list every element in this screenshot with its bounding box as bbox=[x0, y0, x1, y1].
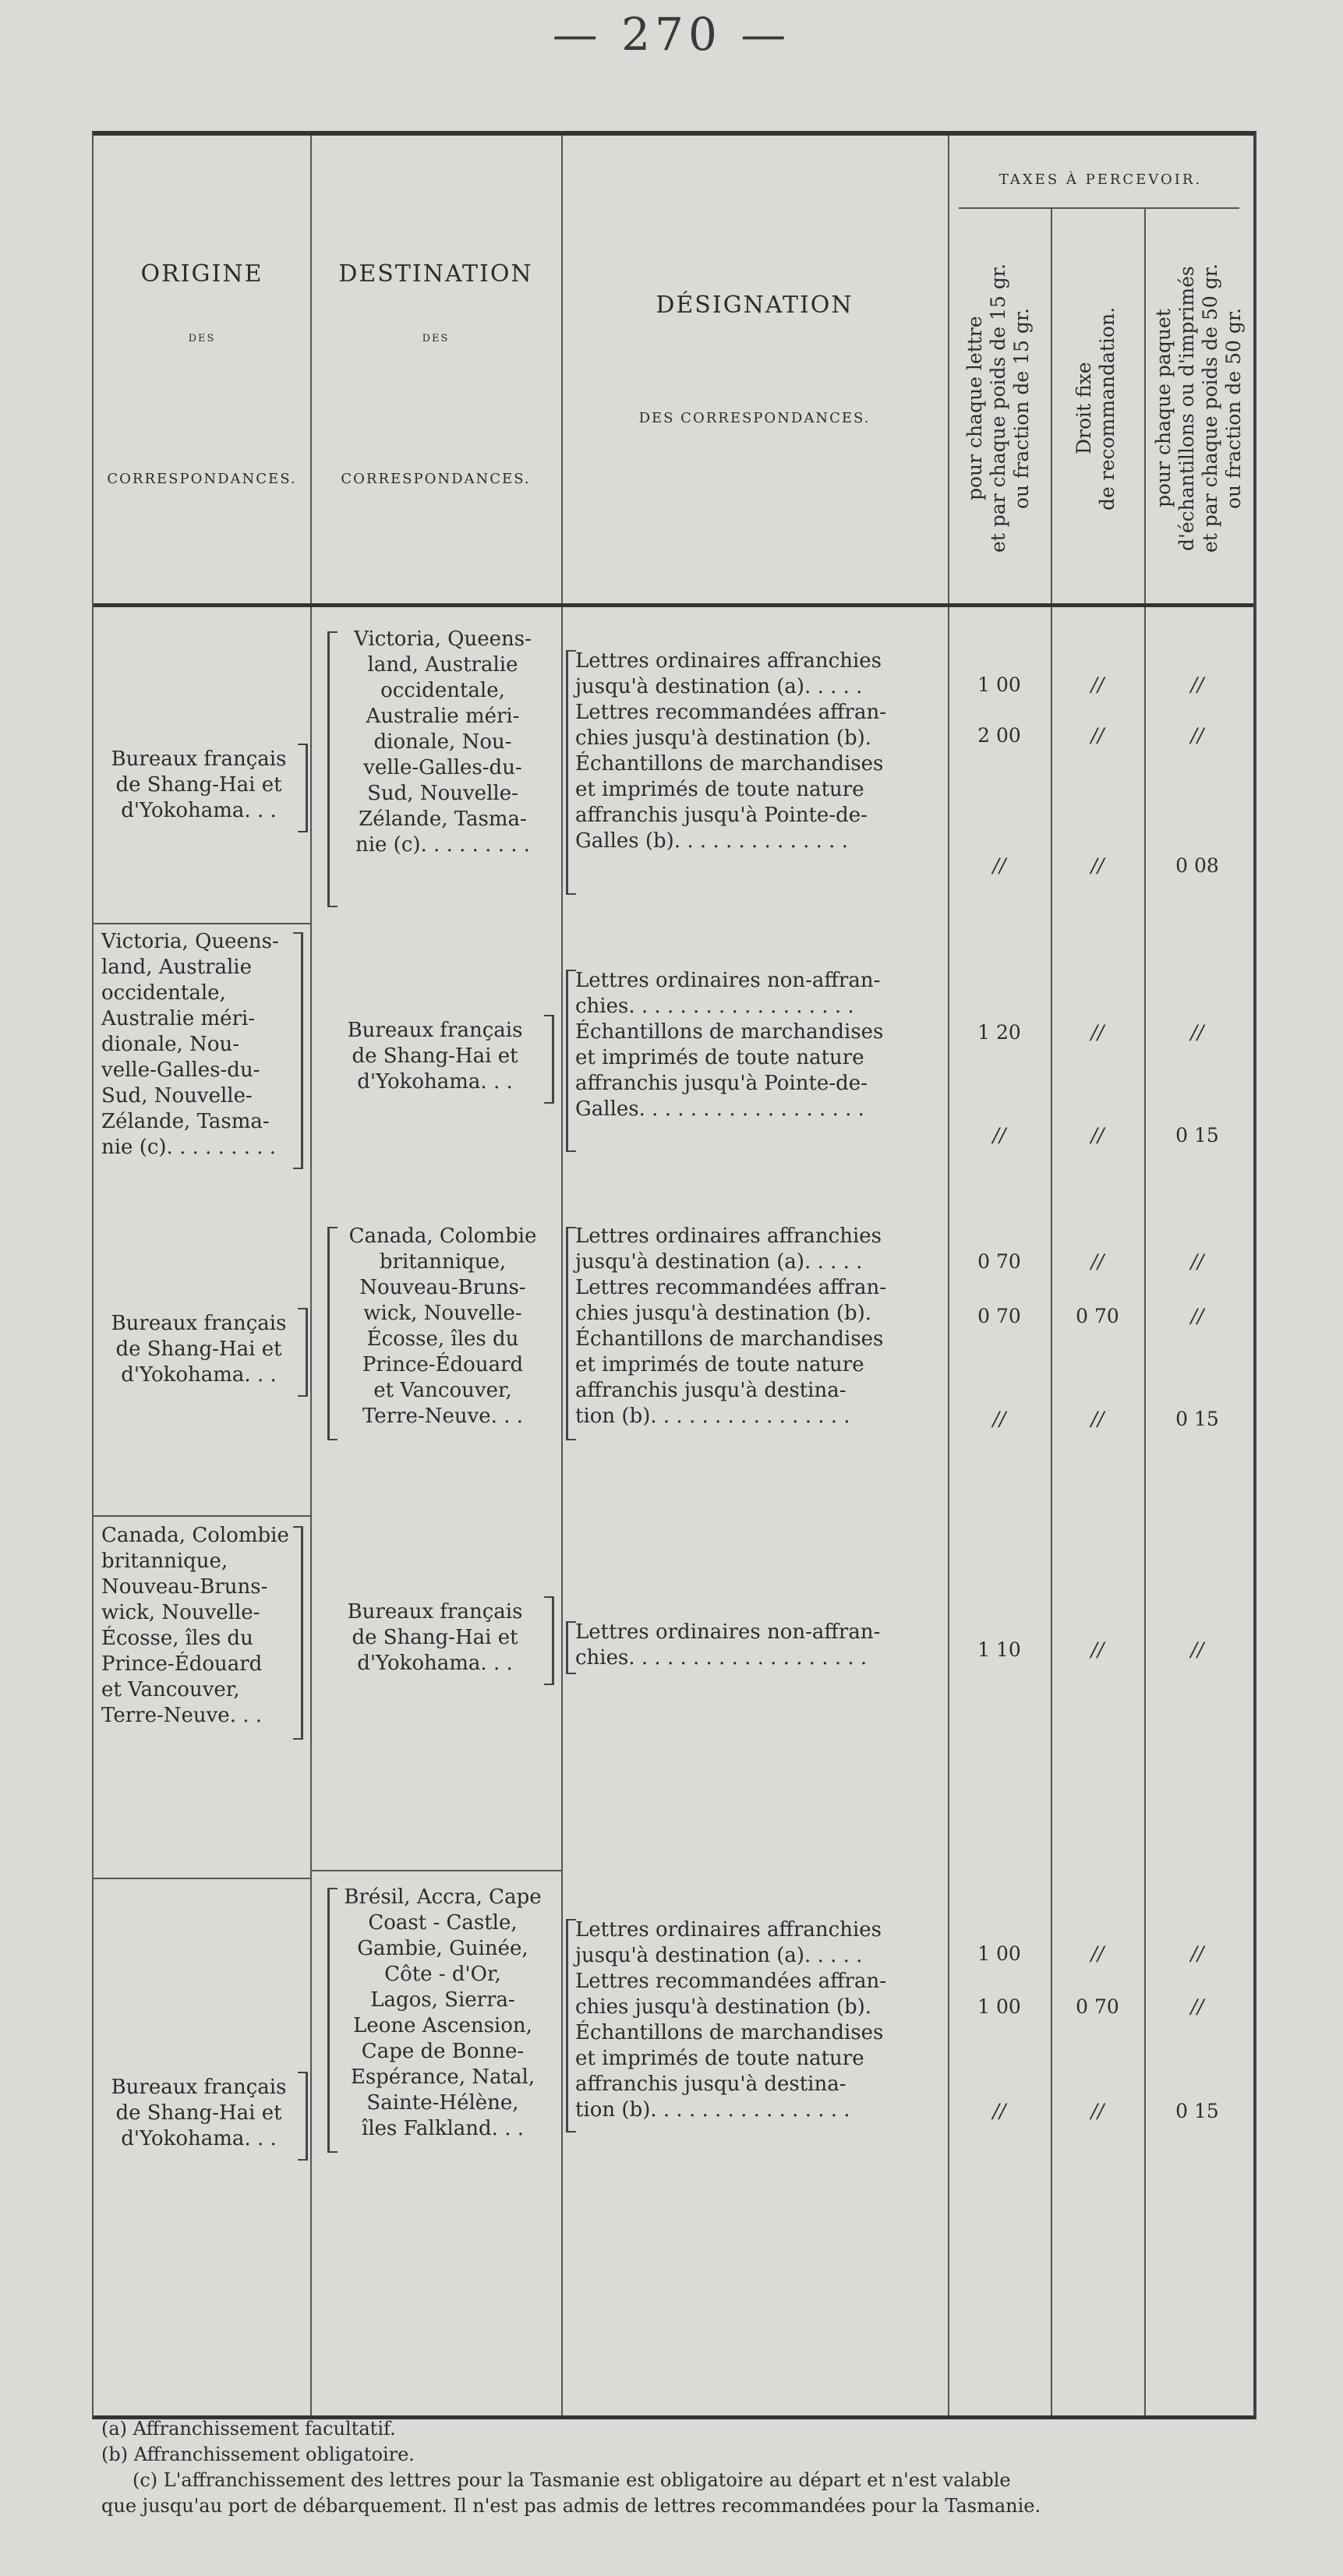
origin-line: Australie méri- bbox=[101, 1007, 256, 1030]
origin-line: de Shang-Hai et bbox=[115, 1337, 282, 1361]
tax-value: // bbox=[1090, 1124, 1104, 1147]
destination-line: Zélande, Tasma- bbox=[359, 807, 527, 831]
origin-cell bbox=[101, 2075, 296, 2152]
designation-header: DÉSIGNATION bbox=[656, 292, 854, 319]
destination-line: velle-Galles-du- bbox=[363, 756, 522, 779]
destination-cell bbox=[327, 1599, 543, 1677]
tax-value: // bbox=[992, 854, 1006, 877]
origine-header-des: des bbox=[188, 329, 216, 345]
designation-line: Lettres recommandées affran- bbox=[575, 701, 887, 724]
tax-value: // bbox=[1190, 1250, 1204, 1273]
designation-line: jusqu'à destination (a). . . . . bbox=[575, 1944, 863, 1967]
origin-line: occidentale, bbox=[101, 981, 226, 1005]
brace bbox=[544, 1015, 554, 1104]
footnote-a: (a) Affranchissement facultatif. bbox=[101, 2418, 396, 2440]
tax-col2-line: Droit fixe bbox=[1073, 362, 1095, 455]
origin-line: Nouveau-Bruns- bbox=[101, 1575, 268, 1599]
tax-value: // bbox=[992, 1408, 1006, 1430]
destination-line: Bureaux français bbox=[347, 1019, 523, 1042]
designation-line: Lettres ordinaires affranchies bbox=[575, 1918, 882, 1942]
designation-cell bbox=[575, 968, 942, 1122]
destination-line: de Shang-Hai et bbox=[352, 1626, 518, 1649]
tax-value: // bbox=[1090, 673, 1104, 696]
designation-line: Lettres ordinaires non-affran- bbox=[575, 1620, 881, 1644]
destination-line: Terre-Neuve. . . bbox=[362, 1405, 524, 1428]
destination-cell bbox=[327, 1018, 543, 1095]
origin-line: Sud, Nouvelle- bbox=[101, 1084, 253, 1108]
destination-cell bbox=[332, 627, 553, 858]
tax-col1-line: ou fraction de 15 gr. bbox=[1010, 308, 1033, 510]
taxes-rule bbox=[959, 207, 1239, 209]
designation-line: Échantillons de marchandises bbox=[575, 752, 884, 776]
tax-col1-line: pour chaque lettre bbox=[963, 316, 986, 501]
designation-line: et imprimés de toute nature bbox=[575, 778, 864, 801]
designation-cell bbox=[575, 1917, 942, 2123]
origine-header-sub: CORRESPONDANCES. bbox=[107, 471, 297, 487]
tax-value: 0 15 bbox=[1175, 1408, 1219, 1430]
destination-line: et Vancouver, bbox=[373, 1379, 512, 1402]
footnote-c: (c) L'affranchissement des lettres pour la Tasmanie est obligatoire au départ et n'est valable bbox=[133, 2469, 1011, 2491]
destination-line: Gambie, Guinée, bbox=[357, 1937, 528, 1960]
brace bbox=[298, 744, 308, 832]
designation-cell bbox=[575, 648, 942, 854]
designation-line: et imprimés de toute nature bbox=[575, 1046, 864, 1069]
tax-col1-header bbox=[963, 229, 1041, 588]
tax-value: // bbox=[1090, 854, 1104, 877]
destination-line: Lagos, Sierra- bbox=[370, 1988, 515, 2012]
tariff-table bbox=[92, 131, 1256, 2419]
destination-cell bbox=[332, 1885, 553, 2142]
designation-line: Échantillons de marchandises bbox=[575, 1020, 884, 1044]
destination-line: Écosse, îles du bbox=[366, 1327, 519, 1351]
designation-line: Lettres ordinaires affranchies bbox=[575, 649, 882, 673]
tax-value: 0 70 bbox=[977, 1250, 1021, 1273]
origin-cell bbox=[101, 929, 296, 1161]
tax-value: // bbox=[1090, 2100, 1104, 2122]
origin-line: Écosse, îles du bbox=[101, 1627, 253, 1650]
destination-line: Prince-Édouard bbox=[362, 1353, 524, 1376]
tax-value: // bbox=[1090, 1250, 1104, 1273]
tax-col3-line: pour chaque paquet bbox=[1152, 309, 1175, 508]
footnotes bbox=[101, 2416, 1247, 2519]
tax-value: 0 70 bbox=[1076, 1305, 1119, 1327]
designation-line: chies jusqu'à destination (b). bbox=[575, 1302, 872, 1325]
destination-line: Brésil, Accra, Cape bbox=[344, 1885, 542, 1909]
origin-line: Victoria, Queens- bbox=[101, 930, 279, 953]
origin-line: dionale, Nou- bbox=[101, 1033, 240, 1056]
col-divider bbox=[561, 136, 563, 2415]
row-rule bbox=[310, 1870, 561, 1871]
tax-value: 1 00 bbox=[977, 1995, 1021, 2018]
origin-line: Canada, Colombie bbox=[101, 1524, 289, 1547]
taxes-header: TAXES À PERCEVOIR. bbox=[998, 171, 1203, 188]
page-number: — 270 — bbox=[552, 8, 791, 61]
col-divider bbox=[1144, 207, 1146, 2415]
col-divider bbox=[948, 136, 949, 2415]
destination-line: Leone Ascension, bbox=[353, 2014, 532, 2037]
destination-line: îles Falkland. . . bbox=[362, 2117, 524, 2140]
tax-col1-line: et par chaque poids de 15 gr. bbox=[987, 263, 1009, 553]
tax-value: // bbox=[1090, 1942, 1104, 1965]
origin-line: Bureaux français bbox=[111, 2076, 287, 2099]
destination-line: Bureaux français bbox=[347, 1600, 523, 1624]
designation-line: tion (b). . . . . . . . . . . . . . . . bbox=[575, 2098, 850, 2122]
designation-line: Lettres ordinaires affranchies bbox=[575, 1224, 882, 1248]
origin-cell bbox=[101, 747, 296, 824]
origin-line: Zélande, Tasma- bbox=[101, 1110, 270, 1133]
designation-line: affranchis jusqu'à Pointe-de- bbox=[575, 804, 868, 827]
designation-line: affranchis jusqu'à Pointe-de- bbox=[575, 1072, 868, 1095]
tax-value: // bbox=[1190, 1305, 1204, 1327]
origin-line: wick, Nouvelle- bbox=[101, 1601, 260, 1624]
origin-line: Bureaux français bbox=[111, 1312, 287, 1335]
origin-cell bbox=[101, 1523, 296, 1729]
tax-col2-header bbox=[1073, 229, 1127, 588]
designation-line: chies jusqu'à destination (b). bbox=[575, 1995, 872, 2019]
destination-cell bbox=[332, 1224, 553, 1429]
origin-line: Terre-Neuve. . . bbox=[101, 1704, 263, 1727]
tax-value: 0 08 bbox=[1175, 854, 1219, 877]
designation-line: affranchis jusqu'à destina- bbox=[575, 1379, 846, 1402]
row-rule bbox=[94, 1515, 310, 1517]
origin-line: nie (c). . . . . . . . . bbox=[101, 1136, 277, 1159]
designation-line: et imprimés de toute nature bbox=[575, 2047, 864, 2070]
footnote-b: (b) Affranchissement obligatoire. bbox=[101, 2443, 415, 2465]
destination-header-sub: CORRESPONDANCES. bbox=[341, 471, 531, 487]
tax-value: 0 15 bbox=[1175, 1124, 1219, 1147]
brace bbox=[544, 1596, 554, 1685]
tax-value: // bbox=[1190, 1638, 1204, 1661]
destination-line: Sainte-Hélène, bbox=[366, 2091, 519, 2115]
brace bbox=[298, 2072, 308, 2161]
destination-line: Australie méri- bbox=[366, 705, 520, 728]
origin-line: land, Australie bbox=[101, 956, 252, 979]
tax-value: // bbox=[992, 2100, 1006, 2122]
tax-value: 1 00 bbox=[977, 1942, 1021, 1965]
tax-col2-line: de recommandation. bbox=[1096, 306, 1119, 511]
tax-value: // bbox=[1190, 1942, 1204, 1965]
destination-line: de Shang-Hai et bbox=[352, 1044, 518, 1068]
designation-line: Lettres recommandées affran- bbox=[575, 1970, 887, 1993]
origine-header: ORIGINE bbox=[140, 260, 263, 288]
destination-line: dionale, Nou- bbox=[373, 730, 512, 754]
designation-line: Échantillons de marchandises bbox=[575, 1327, 884, 1351]
designation-line: Lettres recommandées affran- bbox=[575, 1276, 887, 1299]
destination-header: DESTINATION bbox=[338, 260, 533, 288]
origin-line: de Shang-Hai et bbox=[115, 773, 282, 797]
destination-header-des: des bbox=[422, 329, 450, 345]
destination-line: wick, Nouvelle- bbox=[363, 1302, 522, 1325]
designation-cell bbox=[575, 1620, 942, 1671]
designation-header-sub: DES CORRESPONDANCES. bbox=[638, 410, 871, 426]
destination-line: Victoria, Queens- bbox=[354, 627, 532, 651]
destination-line: britannique, bbox=[379, 1250, 507, 1274]
footnote-c-cont: que jusqu'au port de débarquement. Il n'est pas admis de lettres recommandées pour la Tasmanie. bbox=[101, 2495, 1041, 2517]
destination-line: d'Yokohama. . . bbox=[357, 1070, 513, 1094]
tax-value: 2 00 bbox=[977, 724, 1021, 747]
tax-value: 1 00 bbox=[977, 673, 1021, 696]
origin-line: Bureaux français bbox=[111, 747, 287, 771]
origin-line: d'Yokohama. . . bbox=[121, 2127, 277, 2150]
tax-value: // bbox=[992, 1124, 1006, 1147]
origin-line: d'Yokohama. . . bbox=[121, 1363, 277, 1387]
designation-line: Lettres ordinaires non-affran- bbox=[575, 969, 881, 992]
destination-line: Sud, Nouvelle- bbox=[367, 782, 518, 805]
tax-col3-line: ou fraction de 50 gr. bbox=[1222, 308, 1245, 510]
designation-line: et imprimés de toute nature bbox=[575, 1353, 864, 1376]
designation-line: affranchis jusqu'à destina- bbox=[575, 2072, 846, 2096]
designation-cell bbox=[575, 1224, 942, 1429]
origin-line: velle-Galles-du- bbox=[101, 1058, 260, 1082]
designation-line: tion (b). . . . . . . . . . . . . . . . bbox=[575, 1405, 850, 1428]
designation-line: jusqu'à destination (a). . . . . bbox=[575, 1250, 863, 1274]
tax-col3-header bbox=[1152, 229, 1249, 588]
destination-line: Cape de Bonne- bbox=[361, 2040, 525, 2063]
destination-line: Côte - d'Or, bbox=[384, 1963, 501, 1986]
row-rule bbox=[94, 1878, 310, 1879]
tax-value: 0 70 bbox=[977, 1305, 1021, 1327]
tax-value: // bbox=[1190, 1995, 1204, 2018]
destination-line: Coast - Castle, bbox=[368, 1911, 518, 1935]
designation-line: Échantillons de marchandises bbox=[575, 2021, 884, 2044]
tax-value: // bbox=[1090, 724, 1104, 747]
tax-value: 1 20 bbox=[977, 1021, 1021, 1044]
tax-value: 1 10 bbox=[977, 1638, 1021, 1661]
origin-line: Prince-Édouard bbox=[101, 1652, 263, 1676]
tax-value: 0 15 bbox=[1175, 2100, 1219, 2122]
destination-line: Canada, Colombie bbox=[348, 1224, 537, 1248]
designation-line: chies. . . . . . . . . . . . . . . . . . . bbox=[575, 1646, 868, 1670]
destination-line: nie (c). . . . . . . . . bbox=[355, 833, 531, 857]
tax-value: 0 70 bbox=[1076, 1995, 1119, 2018]
origin-cell bbox=[101, 1311, 296, 1388]
designation-line: Galles. . . . . . . . . . . . . . . . . . bbox=[575, 1097, 864, 1121]
origin-line: et Vancouver, bbox=[101, 1678, 240, 1701]
destination-line: land, Australie bbox=[367, 653, 518, 677]
designation-line: jusqu'à destination (a). . . . . bbox=[575, 675, 863, 698]
designation-line: chies jusqu'à destination (b). bbox=[575, 726, 872, 750]
origin-line: d'Yokohama. . . bbox=[121, 799, 277, 822]
destination-line: Espérance, Natal, bbox=[350, 2065, 535, 2089]
tax-value: // bbox=[1190, 1021, 1204, 1044]
brace bbox=[298, 1308, 308, 1397]
tax-value: // bbox=[1090, 1638, 1104, 1661]
tax-value: // bbox=[1190, 673, 1204, 696]
designation-line: chies. . . . . . . . . . . . . . . . . . bbox=[575, 995, 854, 1018]
tax-value: // bbox=[1190, 724, 1204, 747]
header-rule bbox=[94, 603, 1253, 607]
tax-col3-line: d'échantillons ou d'imprimés bbox=[1175, 266, 1198, 551]
tax-value: // bbox=[1090, 1021, 1104, 1044]
tax-col3-line: et par chaque poids de 50 gr. bbox=[1199, 263, 1221, 553]
destination-line: Nouveau-Bruns- bbox=[359, 1276, 526, 1299]
origin-line: britannique, bbox=[101, 1549, 228, 1573]
destination-line: occidentale, bbox=[380, 679, 505, 702]
destination-line: d'Yokohama. . . bbox=[357, 1652, 513, 1675]
designation-line: Galles (b). . . . . . . . . . . . . . bbox=[575, 829, 848, 853]
origin-line: de Shang-Hai et bbox=[115, 2101, 282, 2125]
tax-value: // bbox=[1090, 1408, 1104, 1430]
row-rule bbox=[94, 923, 310, 924]
